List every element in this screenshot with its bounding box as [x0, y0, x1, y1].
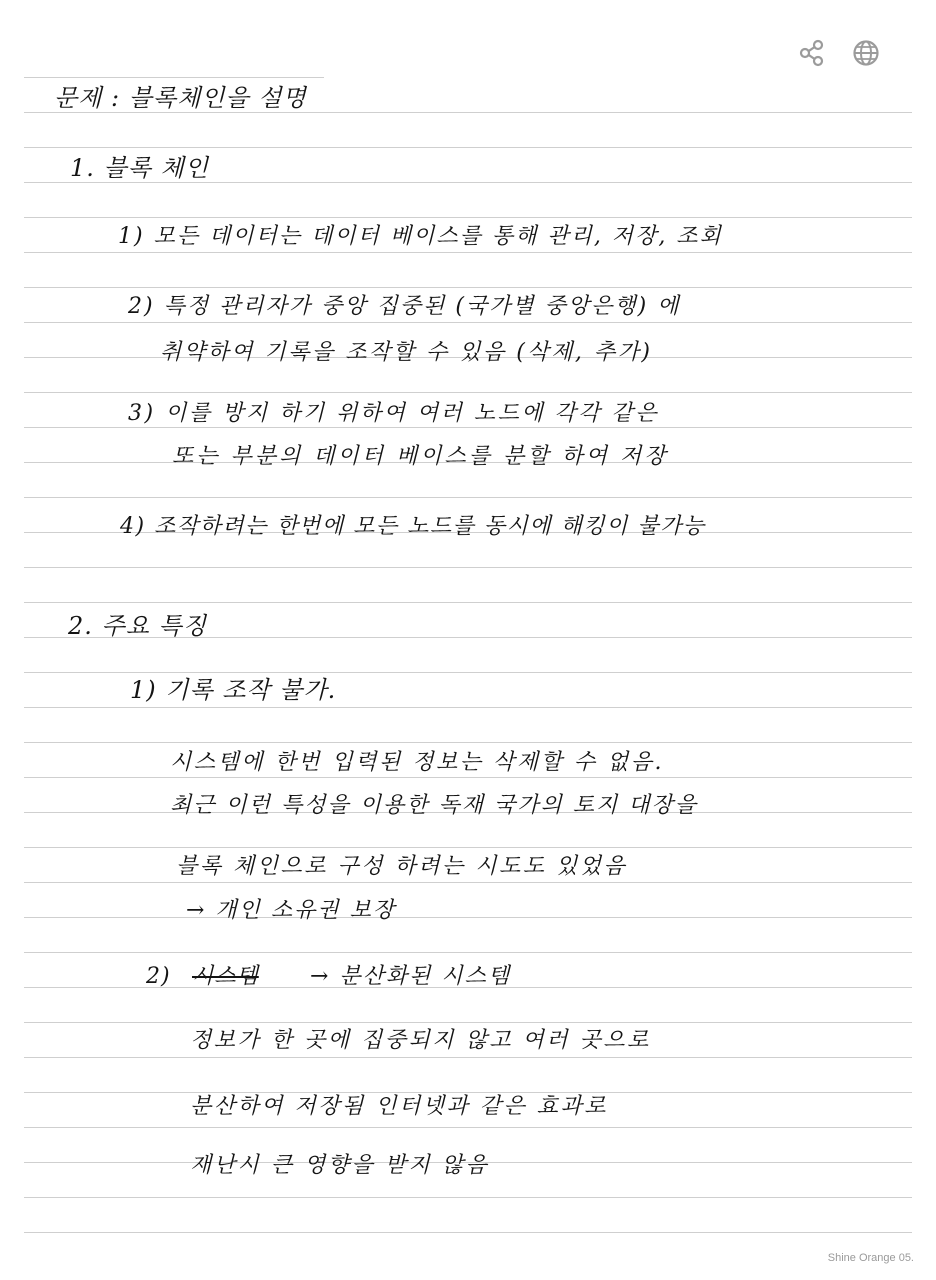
- rule-line: [24, 287, 912, 288]
- rule-line: [24, 1092, 912, 1093]
- rule-line: [24, 707, 912, 708]
- note-line: → 개인 소유권 보장: [186, 898, 397, 923]
- rule-line: [24, 602, 912, 603]
- share-button[interactable]: [796, 37, 828, 69]
- rule-line: [24, 777, 912, 778]
- note-line-number: 2): [146, 964, 171, 989]
- rule-line: [24, 882, 912, 883]
- note-line: 정보가 한 곳에 집중되지 않고 여러 곳으로: [190, 1028, 651, 1053]
- rule-line: [24, 322, 912, 323]
- note-line: 1) 기록 조작 불가.: [130, 676, 337, 704]
- section-heading-2: 2. 주요 특징: [68, 612, 207, 640]
- note-line: 블록 체인으로 구성 하려는 시도도 있었음: [176, 854, 628, 879]
- rule-line: [24, 497, 912, 498]
- note-line: 재난시 큰 영향을 받지 않음: [190, 1153, 490, 1178]
- rule-line: [24, 1057, 912, 1058]
- rule-line: [24, 1127, 912, 1128]
- brand-footer: Shine Orange 05.: [827, 1252, 914, 1264]
- rule-line: [24, 1197, 912, 1198]
- rule-line: [24, 672, 912, 673]
- note-line: 또는 부분의 데이터 베이스를 분할 하여 저장: [172, 444, 669, 469]
- note-line: 4) 조작하려는 한번에 모든 노드를 동시에 해킹이 불가능: [120, 514, 706, 539]
- rule-line: [24, 1022, 912, 1023]
- note-line: 최근 이런 특성을 이용한 독재 국가의 토지 대장을: [170, 793, 698, 818]
- rule-line: [24, 112, 912, 113]
- share-icon: [798, 39, 826, 67]
- globe-icon: [852, 39, 880, 67]
- rule-line: [24, 567, 912, 568]
- rule-line: [24, 917, 912, 918]
- rule-line: [24, 952, 912, 953]
- rule-line: [24, 742, 912, 743]
- note-line: 1) 모든 데이터는 데이터 베이스를 통해 관리, 저장, 조회: [118, 224, 723, 249]
- note-line: 취약하여 기록을 조작할 수 있음 (삭제, 추가): [160, 340, 653, 365]
- note-line: 분산하여 저장됨 인터넷과 같은 효과로: [190, 1094, 609, 1119]
- note-title: 문제 : 블록체인을 설명: [54, 84, 307, 112]
- rule-line: [24, 392, 912, 393]
- rule-line: [24, 847, 912, 848]
- globe-button[interactable]: [850, 37, 882, 69]
- note-line: 시스템에 한번 입력된 정보는 삭제할 수 없음.: [170, 750, 664, 775]
- rule-line: [24, 252, 912, 253]
- top-rule-line: [24, 77, 324, 78]
- rule-line: [24, 1232, 912, 1233]
- section-heading-1: 1. 블록 체인: [70, 154, 209, 182]
- note-line: 3) 이를 방지 하기 위하여 여러 노드에 각각 같은: [128, 401, 660, 426]
- note-line: → 분산화된 시스템: [310, 964, 512, 989]
- rule-line: [24, 427, 912, 428]
- note-line: 2) 특정 관리자가 중앙 집중된 (국가별 중앙은행) 에: [128, 294, 681, 319]
- rule-line: [24, 147, 912, 148]
- struck-out-word: 시스템: [192, 964, 259, 989]
- rule-line: [24, 182, 912, 183]
- rule-line: [24, 217, 912, 218]
